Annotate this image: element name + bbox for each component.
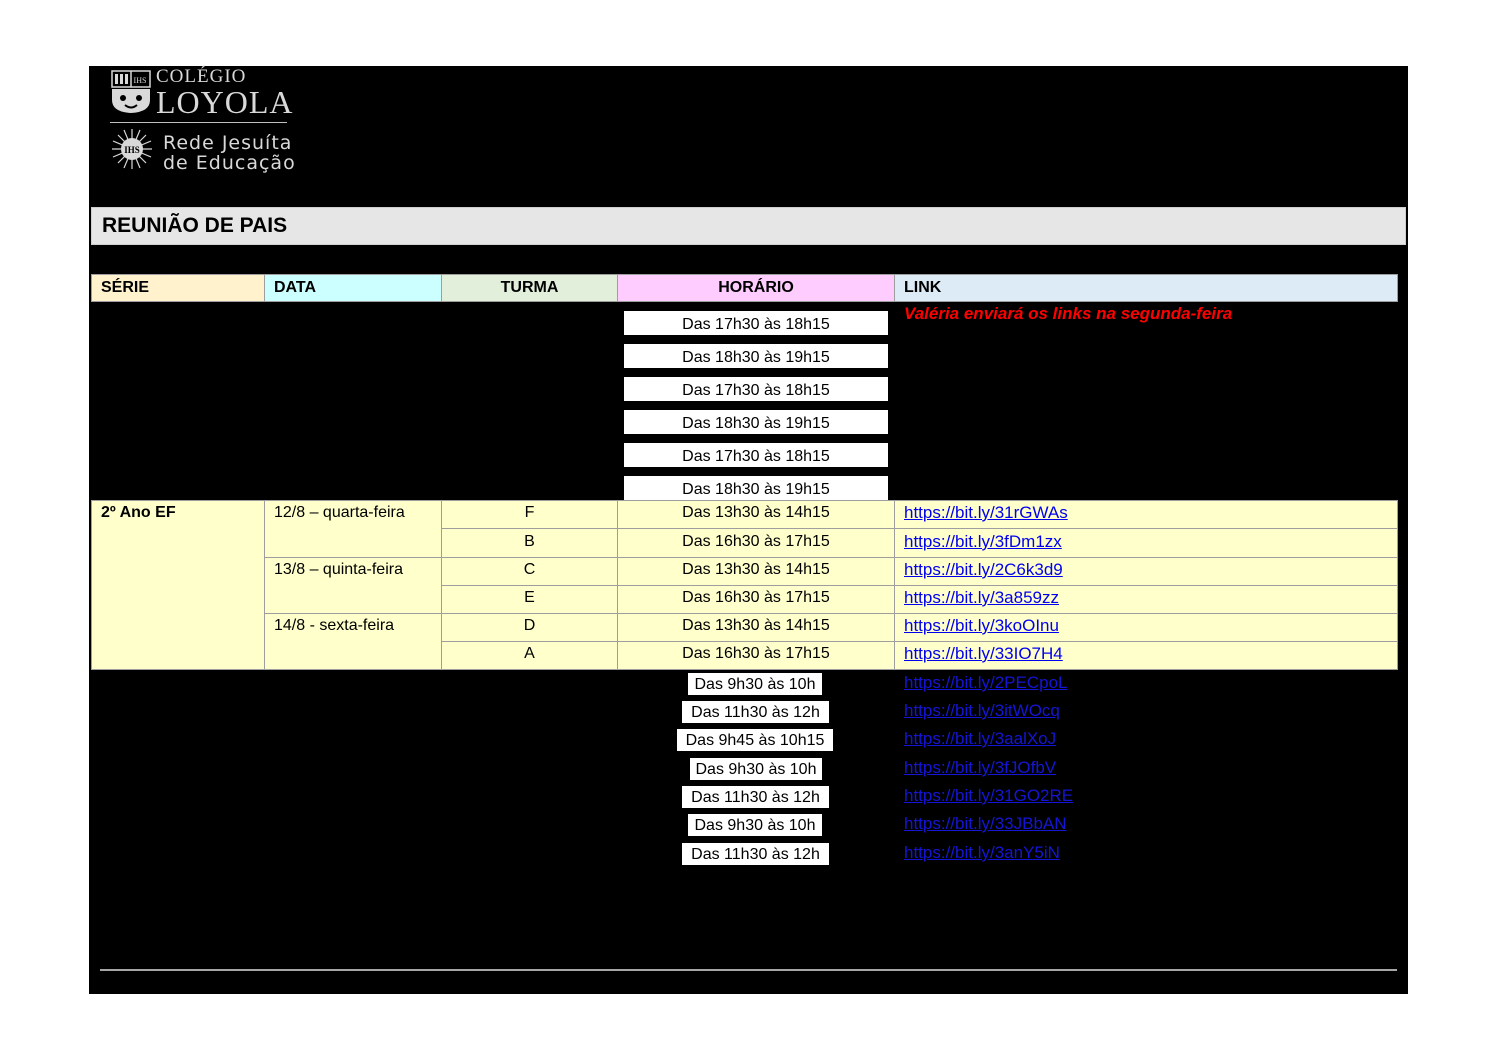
time-slot: Das 17h30 às 18h15 bbox=[624, 311, 888, 335]
date-cell bbox=[264, 500, 442, 558]
horario-cell bbox=[617, 641, 895, 670]
time-slot: Das 9h45 às 10h15 bbox=[677, 729, 833, 751]
meeting-link[interactable]: https://bit.ly/3fJOfbV bbox=[904, 758, 1057, 777]
time-slot: Das 9h30 às 10h bbox=[688, 673, 822, 695]
link-cell bbox=[894, 641, 1398, 670]
logo-divider bbox=[110, 122, 287, 123]
meeting-link[interactable]: https://bit.ly/3anY5iN bbox=[904, 843, 1060, 862]
turma-cell bbox=[441, 528, 618, 558]
svg-text:IHS: IHS bbox=[133, 76, 147, 85]
links-note: Valéria enviará os links na segunda-feira bbox=[904, 304, 1233, 323]
time-slot: Das 18h30 às 19h15 bbox=[624, 410, 888, 434]
date-cell bbox=[264, 557, 442, 614]
turma-value: A bbox=[524, 645, 535, 662]
meeting-link[interactable]: https://bit.ly/3fDm1zx bbox=[904, 532, 1062, 551]
time-slot: Das 11h30 às 12h bbox=[682, 786, 829, 808]
link-cell bbox=[894, 528, 1398, 558]
time-slot: Das 9h30 às 10h bbox=[688, 814, 822, 836]
meeting-link[interactable]: https://bit.ly/2C6k3d9 bbox=[904, 560, 1063, 579]
time-slot: Das 17h30 às 18h15 bbox=[624, 377, 888, 401]
header-link: LINK bbox=[894, 274, 1398, 302]
logo-loyola: LOYOLA bbox=[156, 84, 294, 120]
meeting-link[interactable]: https://bit.ly/33IO7H4 bbox=[904, 644, 1063, 663]
turma-value: F bbox=[524, 504, 535, 521]
turma-cell bbox=[441, 585, 618, 614]
meeting-link[interactable]: https://bit.ly/31rGWAs bbox=[904, 503, 1068, 522]
footer-divider bbox=[100, 969, 1397, 971]
turma-value: B bbox=[524, 533, 535, 550]
horario-cell bbox=[617, 557, 895, 586]
meeting-link[interactable]: https://bit.ly/3aalXoJ bbox=[904, 729, 1057, 748]
meeting-link[interactable]: https://bit.ly/2PECpoL bbox=[904, 673, 1068, 692]
turma-value: C bbox=[523, 561, 536, 578]
link-cell bbox=[894, 500, 1398, 529]
meeting-link[interactable]: https://bit.ly/3itWOcq bbox=[904, 701, 1060, 720]
time-slot: Das 18h30 às 19h15 bbox=[624, 476, 888, 500]
turma-value: D bbox=[523, 617, 536, 634]
meeting-link[interactable]: https://bit.ly/31GO2RE bbox=[904, 786, 1074, 805]
meeting-link[interactable]: https://bit.ly/3a859zz bbox=[904, 588, 1059, 607]
serie-cell bbox=[91, 500, 265, 670]
horario-cell bbox=[617, 585, 895, 614]
meeting-link[interactable]: https://bit.ly/33JBbAN bbox=[904, 814, 1067, 833]
time-slot: Das 18h30 às 19h15 bbox=[624, 344, 888, 368]
date-label: 13/8 – quinta-feira bbox=[274, 561, 403, 578]
time-slot: Das 17h30 às 18h15 bbox=[624, 443, 888, 467]
link-cell bbox=[894, 557, 1398, 586]
logo-colegio: COLÉGIO bbox=[156, 66, 247, 87]
meeting-link[interactable]: https://bit.ly/3koOInu bbox=[904, 616, 1059, 635]
horario-value: Das 16h30 às 17h15 bbox=[682, 645, 830, 662]
date-label: 14/8 - sexta-feira bbox=[274, 617, 395, 634]
title-bar bbox=[91, 207, 1406, 245]
logo-de-educacao: de Educação bbox=[163, 152, 296, 174]
turma-value: E bbox=[524, 589, 535, 606]
header-data: DATA bbox=[264, 274, 442, 302]
crest-icon bbox=[111, 70, 151, 114]
jesuit-seal-icon bbox=[111, 128, 153, 170]
date-label: 12/8 – quarta-feira bbox=[274, 504, 405, 521]
horario-cell bbox=[617, 528, 895, 558]
horario-value: Das 13h30 às 14h15 bbox=[682, 561, 830, 578]
logo-rede-jesuita: Rede Jesuíta bbox=[163, 132, 293, 154]
header-horario: HORÁRIO bbox=[617, 274, 895, 302]
horario-cell bbox=[617, 613, 895, 642]
horario-cell bbox=[617, 500, 895, 529]
header-serie: SÉRIE bbox=[91, 274, 265, 302]
horario-value: Das 13h30 às 14h15 bbox=[682, 617, 830, 634]
turma-cell bbox=[441, 557, 618, 586]
turma-cell bbox=[441, 613, 618, 642]
date-cell bbox=[264, 613, 442, 670]
svg-text:IHS: IHS bbox=[124, 145, 140, 155]
horario-value: Das 16h30 às 17h15 bbox=[682, 589, 830, 606]
turma-cell bbox=[441, 641, 618, 670]
page-title: REUNIÃO DE PAIS bbox=[102, 214, 288, 237]
time-slot: Das 9h30 às 10h bbox=[690, 758, 822, 780]
turma-cell bbox=[441, 500, 618, 529]
link-cell bbox=[894, 585, 1398, 614]
horario-value: Das 16h30 às 17h15 bbox=[682, 533, 830, 550]
link-cell bbox=[894, 613, 1398, 642]
horario-value: Das 13h30 às 14h15 bbox=[682, 504, 830, 521]
serie-label: 2º Ano EF bbox=[101, 504, 176, 521]
time-slot: Das 11h30 às 12h bbox=[682, 701, 829, 723]
time-slot: Das 11h30 às 12h bbox=[682, 843, 829, 865]
header-turma: TURMA bbox=[441, 274, 618, 302]
school-logo bbox=[108, 68, 298, 176]
